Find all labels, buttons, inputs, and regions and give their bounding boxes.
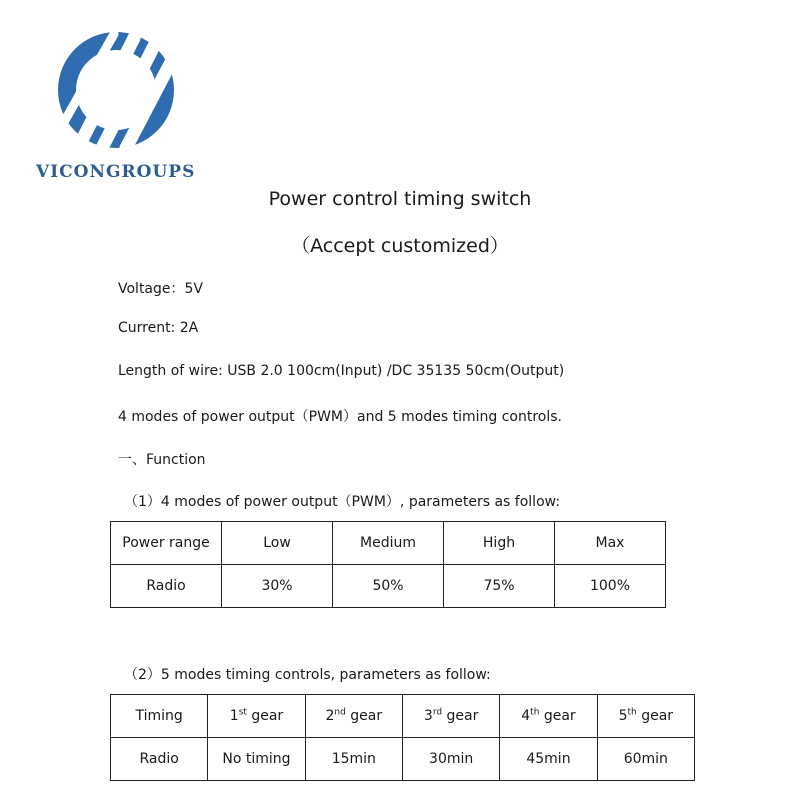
table-cell: 100% (555, 565, 666, 608)
table-cell: Max (555, 522, 666, 565)
gear-word: gear (246, 708, 284, 724)
spec-wire-length: Length of wire: USB 2.0 100cm(Input) /DC 35135 50cm(Output) (118, 363, 565, 379)
gear-number: 2 (325, 708, 335, 724)
spec-current: Current: 2A (118, 320, 199, 336)
table-cell: 75% (444, 565, 555, 608)
table-row (111, 738, 695, 781)
table-cell: 15min (305, 738, 402, 781)
table-cell: 45min (500, 738, 597, 781)
gear-ordinal: rd (432, 707, 443, 718)
power-range-table (110, 521, 666, 608)
table-cell: 50% (333, 565, 444, 608)
table-cell (305, 695, 402, 738)
table-cell (208, 695, 305, 738)
vicongroups-logo-icon (56, 30, 176, 150)
gear-ordinal: st (238, 707, 247, 718)
table-cell: 30% (222, 565, 333, 608)
gear-word: gear (442, 708, 479, 724)
table-cell: Radio (111, 738, 208, 781)
table-cell: No timing (208, 738, 305, 781)
page-title: Power control timing switch (268, 188, 532, 210)
table-cell: Low (222, 522, 333, 565)
spec-modes: 4 modes of power output（PWM）and 5 modes timing controls. (118, 409, 562, 425)
section2-heading: （2）5 modes timing controls, parameters as follow: (124, 667, 491, 683)
table-cell: Timing (111, 695, 208, 738)
table-row (111, 565, 666, 608)
table-row (111, 522, 666, 565)
gear-number: 5 (618, 708, 628, 724)
table-cell: Power range (111, 522, 222, 565)
gear-number: 3 (423, 708, 433, 724)
table-cell (500, 695, 597, 738)
table-cell: High (444, 522, 555, 565)
gear-ordinal: th (530, 707, 540, 718)
timing-table (110, 694, 695, 781)
gear-word: gear (539, 708, 576, 724)
gear-word: gear (345, 708, 383, 724)
table-row (111, 695, 695, 738)
table-cell (402, 695, 499, 738)
gear-ordinal: nd (334, 707, 346, 718)
section1-heading: （1）4 modes of power output（PWM）, parameters as follow: (124, 494, 561, 510)
table-cell: Medium (333, 522, 444, 565)
brand-name: VICONGROUPS (36, 162, 196, 182)
function-heading: 一、Function (118, 452, 206, 468)
gear-ordinal: th (627, 707, 637, 718)
gear-number: 4 (521, 708, 531, 724)
page-subtitle: （Accept customized） (291, 235, 509, 257)
table-cell (597, 695, 694, 738)
table-cell: Radio (111, 565, 222, 608)
table-cell: 30min (402, 738, 499, 781)
table-cell: 60min (597, 738, 694, 781)
gear-word: gear (636, 708, 674, 724)
gear-number: 1 (229, 708, 239, 724)
spec-voltage: Voltage：5V (118, 281, 203, 297)
